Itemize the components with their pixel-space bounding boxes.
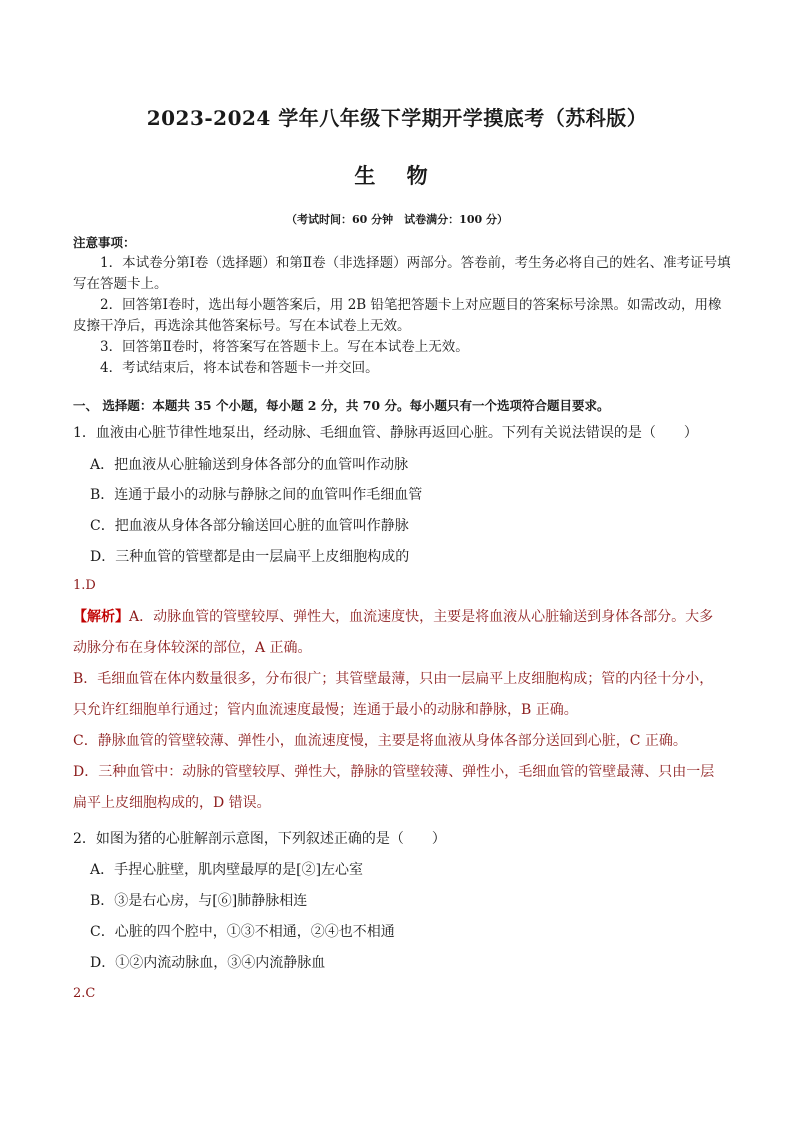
question-2-option-a: A．手捏心脏壁，肌肉壁最厚的是[②]左心室 xyxy=(90,862,364,878)
question-1-stem: 1．血液由心脏节律性地泵出，经动脉、毛细血管、静脉再返回心脏。下列有关说法错误的是（ ） xyxy=(73,425,698,441)
question-1-answer: 1.D xyxy=(73,578,96,593)
question-2-option-d: D．①②内流动脉血，③④内流静脉血 xyxy=(90,955,326,971)
explanation-a: A．动脉血管的管壁较厚、弹性大，血流速度快，主要是将血液从心脏输送到身体各部分。大多动脉分布在身体较深的部位，A 正确。 xyxy=(73,609,714,656)
subject-title: 生 物 xyxy=(354,163,440,188)
question-2-stem: 2．如图为猪的心脏解剖示意图，下列叙述正确的是（ ） xyxy=(73,831,446,847)
question-1-option-d: D．三种血管的管壁都是由一层扁平上皮细胞构成的 xyxy=(90,549,410,565)
question-1-explanation xyxy=(73,602,723,819)
explanation-b: B．毛细血管在体内数量很多，分布很广；其管壁最薄，只由一层扁平上皮细胞构成；管的内径十分小，只允许红细胞单行通过；管内血流速度最慢；连通于最小的动脉和静脉，B 正确。 xyxy=(73,671,714,718)
notice-item: 3．回答第Ⅱ卷时，将答案写在答题卡上。写在本试卷上无效。 xyxy=(100,339,469,355)
question-1-option-c: C．把血液从身体各部分输送回心脏的血管叫作静脉 xyxy=(90,518,409,534)
notice-item: 4．考试结束后，将本试卷和答题卡一并交回。 xyxy=(100,360,379,376)
question-2-option-b: B．③是右心房，与[⑥]肺静脉相连 xyxy=(90,893,308,909)
explanation-d: D．三种血管中：动脉的管壁较厚、弹性大，静脉的管壁较薄、弹性小，毛细血管的管壁最薄、只由一层扁平上皮细胞构成的，D 错误。 xyxy=(73,764,715,811)
notice-item: 1．本试卷分第Ⅰ卷（选择题）和第Ⅱ卷（非选择题）两部分。答卷前，考生务必将自己的姓名、准考证号填写在答题卡上。 xyxy=(73,255,731,292)
notice-block xyxy=(73,232,733,379)
notice-heading: 注意事项： xyxy=(73,235,136,250)
exam-title: 2023-2024 学年八年级下学期开学摸底考（苏科版） xyxy=(146,106,648,130)
explanation-line xyxy=(73,602,723,664)
exam-meta: （考试时间：60 分钟 试卷满分：100 分） xyxy=(286,213,508,226)
section-heading: 一、 选择题：本题共 35 个小题，每小题 2 分，共 70 分。每小题只有一个选项符合题目要求。 xyxy=(73,398,610,413)
question-1-option-b: B．连通于最小的动脉与静脉之间的血管叫作毛细血管 xyxy=(90,487,423,503)
notice-item: 2．回答第Ⅰ卷时，选出每小题答案后，用 2B 铅笔把答题卡上对应题目的答案标号涂黑。如需改动，用橡皮擦干净后，再选涂其他答案标号。写在本试卷上无效。 xyxy=(73,297,722,334)
explanation-c: C．静脉血管的管壁较薄、弹性小，血流速度慢，主要是将血液从身体各部分送回到心脏，C 正确。 xyxy=(73,733,687,749)
question-1-option-a: A．把血液从心脏输送到身体各部分的血管叫作动脉 xyxy=(90,457,409,473)
explanation-tag: 【解析】 xyxy=(73,609,129,625)
question-2-answer: 2.C xyxy=(73,986,96,1001)
question-2-option-c: C．心脏的四个腔中，①③不相通，②④也不相通 xyxy=(90,924,395,940)
